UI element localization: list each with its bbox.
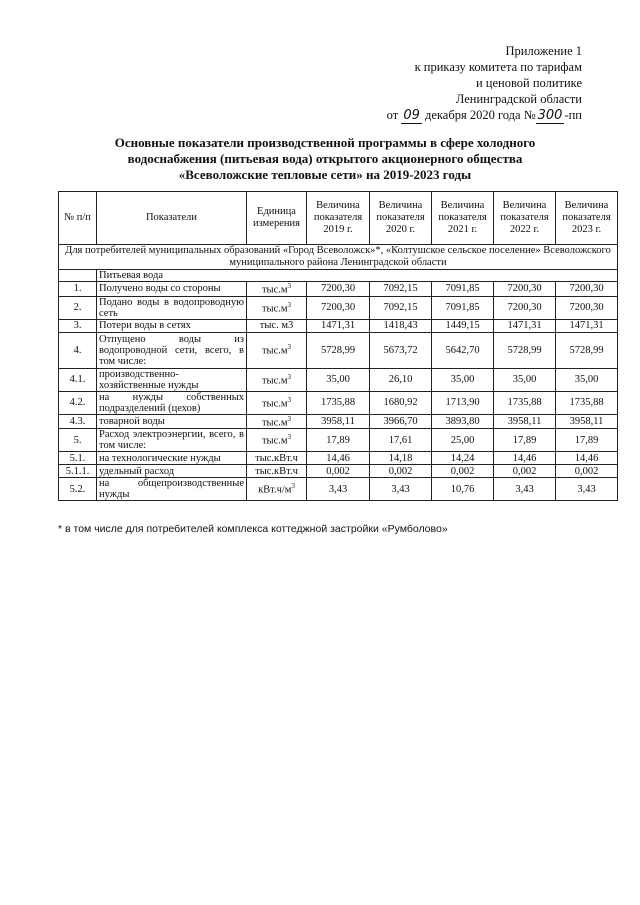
- unit-cell: [247, 332, 307, 368]
- row-number: 1.: [59, 282, 97, 297]
- value-cell: 3,43: [370, 478, 432, 501]
- appendix-line1: Приложение 1: [505, 44, 582, 58]
- unit-superscript: 3: [287, 395, 292, 404]
- value-cell: 7091,85: [432, 282, 494, 297]
- column-header: № п/п: [59, 192, 97, 245]
- value-cell: 17,61: [370, 429, 432, 452]
- value-cell: 17,89: [494, 429, 556, 452]
- value-cell: 5673,72: [370, 332, 432, 368]
- row-number: 5.1.1.: [59, 465, 97, 478]
- value-cell: 3893,80: [432, 414, 494, 429]
- value-cell: 35,00: [307, 368, 370, 391]
- table-row: [59, 414, 618, 429]
- indicator-name: производственно-хозяйственные нужды: [97, 368, 247, 391]
- unit-text: тыс.м: [261, 345, 288, 357]
- value-cell: 3,43: [494, 478, 556, 501]
- unit-cell: [247, 282, 307, 297]
- row-number: 2.: [59, 296, 97, 319]
- row-number: 4.: [59, 332, 97, 368]
- value-cell: 0,002: [370, 465, 432, 478]
- indicator-name: Подано воды в водопроводную сеть: [97, 296, 247, 319]
- column-header: Величина показателя 2019 г.: [307, 192, 370, 245]
- value-cell: 17,89: [307, 429, 370, 452]
- appendix-line2: к приказу комитета по тарифам: [414, 60, 582, 74]
- value-cell: 3966,70: [370, 414, 432, 429]
- value-cell: 7092,15: [370, 282, 432, 297]
- footnote: * в том числе для потребителей комплекса коттеджной застройки «Румболово»: [58, 523, 448, 535]
- value-cell: 3,43: [556, 478, 618, 501]
- indicator-name: Расход электроэнергии, всего, в том числе:: [97, 429, 247, 452]
- date-suffix: -пп: [564, 108, 582, 122]
- value-cell: 14,24: [432, 452, 494, 465]
- unit-cell: [247, 429, 307, 452]
- unit-cell: [247, 319, 307, 332]
- value-cell: 0,002: [494, 465, 556, 478]
- value-cell: 1471,31: [307, 319, 370, 332]
- unit-superscript: 3: [287, 343, 292, 352]
- value-cell: 5642,70: [432, 332, 494, 368]
- value-cell: 7200,30: [307, 296, 370, 319]
- table-row: [59, 478, 618, 501]
- row-number: 4.3.: [59, 414, 97, 429]
- unit-superscript: 3: [287, 433, 292, 442]
- value-cell: 7200,30: [307, 282, 370, 297]
- value-cell: 3958,11: [307, 414, 370, 429]
- unit-text: кВт.ч/м: [258, 484, 292, 496]
- unit-cell: [247, 452, 307, 465]
- value-cell: 1680,92: [370, 391, 432, 414]
- date-prefix: от: [386, 108, 399, 122]
- value-cell: 10,76: [432, 478, 494, 501]
- appendix-date: [362, 107, 582, 124]
- unit-cell: [247, 478, 307, 501]
- value-cell: 3958,11: [494, 414, 556, 429]
- table-row: [59, 282, 618, 297]
- indicator-name: на технологические нужды: [97, 452, 247, 465]
- value-cell: 0,002: [556, 465, 618, 478]
- value-cell: 5728,99: [494, 332, 556, 368]
- value-cell: 1471,31: [556, 319, 618, 332]
- column-header: Показатели: [97, 192, 247, 245]
- table-row: [59, 452, 618, 465]
- order-number-handwritten: 300: [537, 108, 563, 123]
- value-cell: 35,00: [494, 368, 556, 391]
- unit-superscript: 3: [287, 300, 292, 309]
- table-row: [59, 296, 618, 319]
- value-cell: 7200,30: [494, 282, 556, 297]
- value-cell: 1449,15: [432, 319, 494, 332]
- column-header: Величина показателя 2023 г.: [556, 192, 618, 245]
- value-cell: 1713,90: [432, 391, 494, 414]
- indicator-name: Потери воды в сетях: [97, 319, 247, 332]
- indicator-name: Получено воды со стороны: [97, 282, 247, 297]
- date-middle: декабря 2020 года №: [425, 108, 536, 122]
- value-cell: 1735,88: [494, 391, 556, 414]
- unit-cell: [247, 296, 307, 319]
- value-cell: 7200,30: [494, 296, 556, 319]
- unit-superscript: 3: [287, 372, 292, 381]
- value-cell: 7092,15: [370, 296, 432, 319]
- section-title: Питьевая вода: [97, 270, 618, 282]
- value-cell: 14,46: [307, 452, 370, 465]
- table-header-row: [59, 192, 618, 245]
- unit-cell: [247, 391, 307, 414]
- table-row: [59, 332, 618, 368]
- value-cell: 1471,31: [494, 319, 556, 332]
- value-cell: 17,89: [556, 429, 618, 452]
- value-cell: 7091,85: [432, 296, 494, 319]
- appendix-header: [362, 43, 582, 124]
- indicator-name: удельный расход: [97, 465, 247, 478]
- indicators-table: [58, 191, 618, 501]
- value-cell: 0,002: [432, 465, 494, 478]
- column-header: Величина показателя 2020 г.: [370, 192, 432, 245]
- column-header: Единица измерения: [247, 192, 307, 245]
- row-number: 4.1.: [59, 368, 97, 391]
- table-row: [59, 391, 618, 414]
- unit-text: тыс.м: [261, 417, 288, 428]
- unit-superscript: 3: [287, 414, 292, 423]
- value-cell: 5728,99: [556, 332, 618, 368]
- value-cell: 7200,30: [556, 282, 618, 297]
- value-cell: 14,46: [494, 452, 556, 465]
- indicator-name: товарной воды: [97, 414, 247, 429]
- value-cell: 1418,43: [370, 319, 432, 332]
- row-number: 4.2.: [59, 391, 97, 414]
- unit-cell: [247, 465, 307, 478]
- value-cell: 3958,11: [556, 414, 618, 429]
- column-header: Величина показателя 2021 г.: [432, 192, 494, 245]
- value-cell: 35,00: [432, 368, 494, 391]
- table-row: [59, 368, 618, 391]
- row-number: 5.2.: [59, 478, 97, 501]
- table-row: [59, 429, 618, 452]
- value-cell: 1735,88: [307, 391, 370, 414]
- indicator-name: Отпущено воды из водопроводной сети, всего, в том числе:: [97, 332, 247, 368]
- consumer-group-row: Для потребителей муниципальных образований «Город Всеволожск»*, «Колтушское сельское поселение» Всеволожского муниципального района Ленинградской области: [59, 245, 618, 270]
- unit-superscript: 3: [287, 282, 292, 290]
- value-cell: 5728,99: [307, 332, 370, 368]
- unit-text: тыс. м3: [259, 320, 294, 331]
- appendix-line3: и ценовой политике: [475, 76, 582, 90]
- value-cell: 3,43: [307, 478, 370, 501]
- indicator-name: на нужды собственных подразделений (цехов): [97, 391, 247, 414]
- row-number: 3.: [59, 319, 97, 332]
- value-cell: 14,46: [556, 452, 618, 465]
- value-cell: 25,00: [432, 429, 494, 452]
- table-row: [59, 465, 618, 478]
- unit-text: тыс.м: [261, 284, 288, 296]
- date-day-handwritten: 09: [403, 108, 420, 123]
- value-cell: 35,00: [556, 368, 618, 391]
- appendix-line4: Ленинградской области: [455, 92, 582, 106]
- value-cell: 14,18: [370, 452, 432, 465]
- unit-text: тыс.кВт.ч: [255, 452, 298, 464]
- value-cell: 1735,88: [556, 391, 618, 414]
- unit-superscript: 3: [291, 482, 295, 491]
- unit-cell: [247, 368, 307, 391]
- unit-text: тыс.м: [261, 375, 288, 387]
- unit-cell: [247, 414, 307, 429]
- document-title: Основные показатели производственной программы в сфере холодного водоснабжения (питьевая вода) открытого акционерного общества «Всеволожские тепловые сети» на 2019-2023 годы: [114, 135, 536, 182]
- table-row: [59, 319, 618, 332]
- value-cell: 26,10: [370, 368, 432, 391]
- unit-text: тыс.м: [261, 435, 288, 447]
- value-cell: 0,002: [307, 465, 370, 478]
- row-number: 5.: [59, 429, 97, 452]
- value-cell: 7200,30: [556, 296, 618, 319]
- row-number: 5.1.: [59, 452, 97, 465]
- section-number-cell: [59, 270, 97, 282]
- unit-text: тыс.кВт.ч: [255, 465, 298, 477]
- unit-text: тыс.м: [261, 398, 288, 410]
- indicator-name: на общепроизводственные нужды: [97, 478, 247, 501]
- unit-text: тыс.м: [261, 303, 288, 315]
- column-header: Величина показателя 2022 г.: [494, 192, 556, 245]
